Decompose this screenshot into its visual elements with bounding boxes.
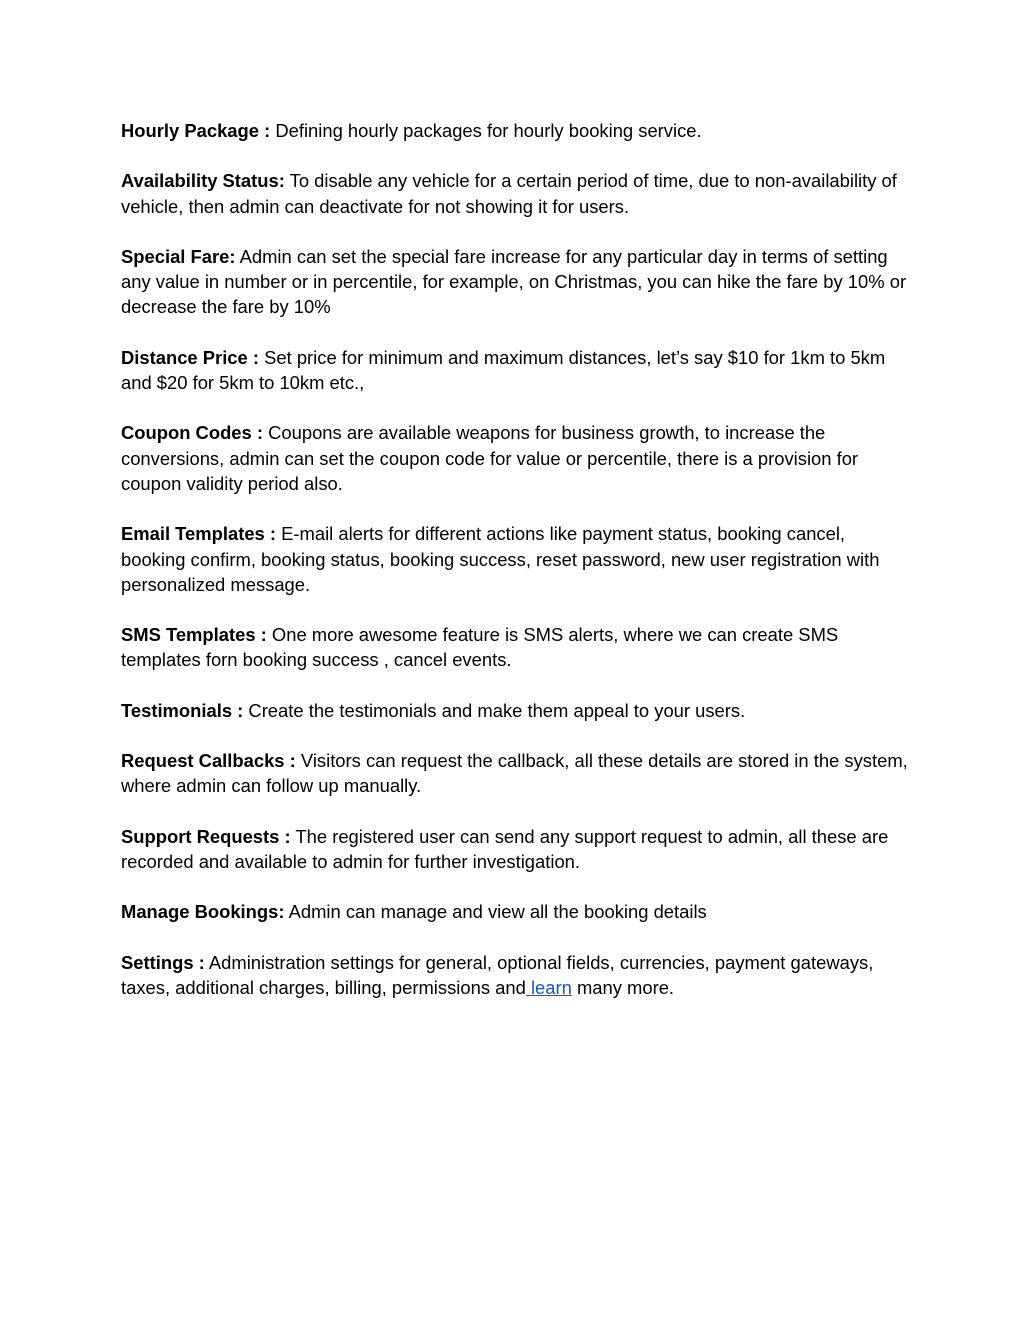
- term-settings: Settings :: [121, 951, 205, 973]
- paragraph-testimonials: [121, 698, 911, 723]
- desc-coupon-codes: Coupons are available weapons for business growth, to increase the conversions, admin can set the coupon code for value or percentile, there is a provision for coupon validity period also.: [121, 422, 859, 494]
- term-availability-status: Availability Status:: [121, 170, 285, 192]
- desc-availability-status: To disable any vehicle for a certain period of time, due to non-availability of vehicle, then admin can deactivate for not showing it for users.: [121, 170, 897, 217]
- term-request-callbacks: Request Callbacks :: [121, 750, 296, 772]
- term-manage-bookings: Manage Bookings:: [121, 901, 285, 923]
- paragraph-sms-templates: [121, 622, 911, 673]
- paragraph-availability-status: [121, 168, 911, 219]
- term-special-fare: Special Fare:: [121, 245, 236, 267]
- term-distance-price: Distance Price :: [121, 346, 259, 368]
- term-hourly-package: Hourly Package :: [121, 120, 271, 141]
- paragraph-coupon-codes: [121, 420, 911, 496]
- term-support-requests: Support Requests :: [121, 825, 291, 847]
- desc-testimonials: Create the testimonials and make them appeal to your users.: [243, 699, 746, 721]
- paragraph-hourly-package: [121, 118, 911, 143]
- term-sms-templates: SMS Templates :: [121, 624, 267, 646]
- paragraph-support-requests: [121, 824, 911, 875]
- desc-request-callbacks: Visitors can request the callback, all these details are stored in the system, where admin can follow up manually.: [121, 750, 908, 797]
- paragraph-request-callbacks: [121, 748, 911, 799]
- paragraph-settings: [121, 950, 911, 1001]
- paragraph-manage-bookings: [121, 899, 911, 924]
- desc-manage-bookings: Admin can manage and view all the booking details: [284, 901, 707, 923]
- desc-hourly-package: Defining hourly packages for hourly booking service.: [270, 120, 702, 141]
- paragraph-special-fare: [121, 244, 911, 320]
- term-testimonials: Testimonials :: [121, 699, 244, 721]
- paragraph-distance-price: [121, 345, 911, 396]
- desc-support-requests: The registered user can send any support request to admin, all these are recorded and available to admin for further investigation.: [121, 825, 889, 872]
- term-email-templates: Email Templates :: [121, 523, 277, 545]
- desc-settings: Administration settings for general, optional fields, currencies, payment gateways, taxes, additional charges, billing, permissions and: [121, 951, 874, 998]
- paragraph-email-templates: [121, 521, 911, 597]
- desc-distance-price: Set price for minimum and maximum distances, let’s say $10 for 1km to 5km and $20 for 5km to 10km etc.,: [121, 346, 886, 394]
- desc-settings-end: many more.: [571, 976, 675, 998]
- learn-link[interactable]: learn: [525, 976, 572, 998]
- desc-sms-templates: One more awesome feature is SMS alerts, where we can create SMS templates forn booking success , cancel events.: [121, 624, 839, 671]
- term-coupon-codes: Coupon Codes :: [121, 422, 263, 444]
- document-body: [121, 118, 911, 1025]
- desc-special-fare: Admin can set the special fare increase for any particular day in terms of setting any value in number or in percentile, for example, on Christmas, you can hike the fare by 10% or decrease the fare by 10%: [121, 245, 907, 318]
- desc-email-templates: E-mail alerts for different actions like payment status, booking cancel, booking confirm, booking status, booking success, reset password, new user registration with personalized message.: [121, 523, 880, 595]
